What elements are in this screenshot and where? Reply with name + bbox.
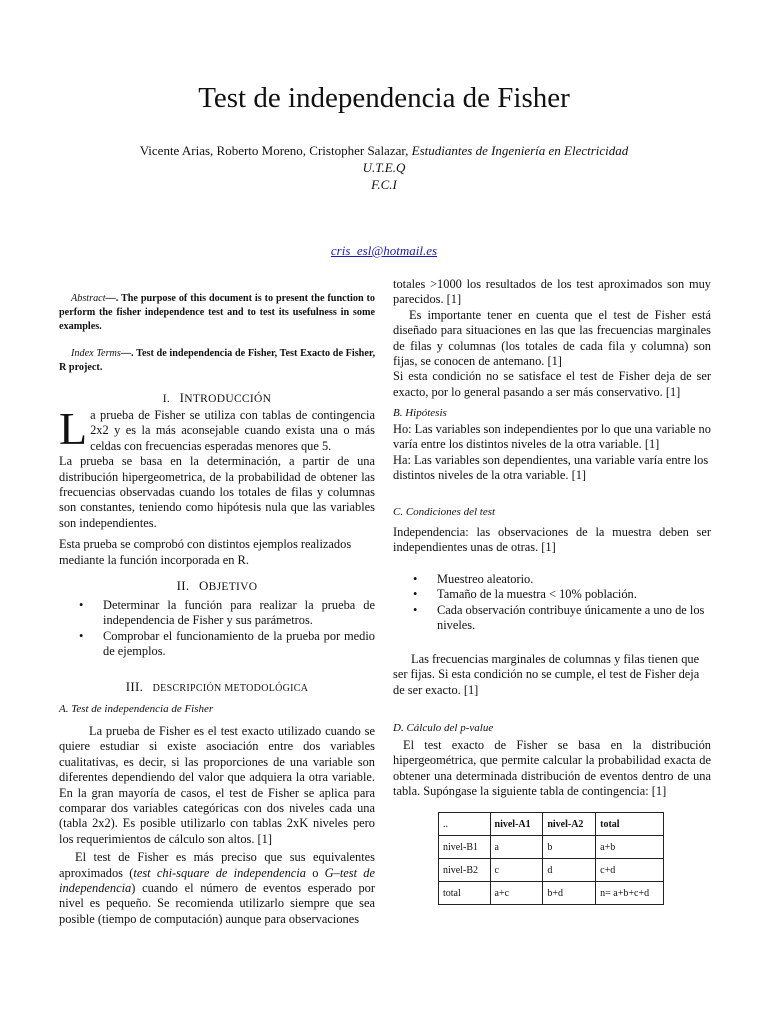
subheading-c: C. Condiciones del test <box>393 506 496 518</box>
table-header-cell: nivel-A1 <box>490 813 543 836</box>
institution: U.T.E.Q <box>362 160 406 175</box>
author-block <box>0 142 768 193</box>
section-title-rest: NTRODUCCIÓN <box>184 393 272 405</box>
table-cell: c+d <box>596 859 664 882</box>
subheading-b: B. Hipótesis <box>393 407 447 419</box>
section-first-letter: I <box>179 390 185 405</box>
list-item: • Cada observación contribuye únicamente a uno de los niveles. <box>437 603 711 634</box>
section-number: I. <box>162 393 171 405</box>
abstract-label: Abstract <box>71 293 106 304</box>
list-item: • Determinar la función para realizar la prueba de independencia de Fisher y sus parámetros. <box>103 598 375 629</box>
intro-paragraph-1: La prueba de Fisher se utiliza con tablas de contingencia 2x2 y es la más aconsejable cuando exista una o más celdas con frecuencias esperadas menores que 5. <box>59 403 375 454</box>
table-header-cell: total <box>596 813 664 836</box>
section-heading-objetivo <box>59 578 375 595</box>
section-heading-metodologia <box>59 679 375 696</box>
index-terms <box>59 347 375 375</box>
list-item: • Tamaño de la muestra < 10% población. <box>437 587 711 602</box>
table-row <box>439 836 664 859</box>
metodo-paragraph-1: La prueba de Fisher es el test exacto utilizado cuando se quiere estudiar si existe asociación entre dos variables cualitativas, es decir, si las proporciones de una variable son diferentes dependiendo del valor que adquiera la otra variable. En la gran mayoría de casos, el test de Fisher se aplica para comparar dos variables categóricas con dos niveles cada una (tabla 2x2). Es posible utilizarlo con tablas 2xK niveles pero los requerimientos de cálculo son altos. [1] <box>59 724 375 846</box>
table-row <box>439 813 664 836</box>
index-terms-text: —. Test de independencia de Fisher, Test Exacto de Fisher, R project. <box>59 348 375 373</box>
drop-cap: L <box>59 403 88 454</box>
table-cell: .. <box>439 813 491 836</box>
section-number: II. <box>176 578 190 593</box>
pvalue-paragraph: El test exacto de Fisher se basa en la distribución hipergeométrica, que permite calcular la probabilidad exacta de obtener una determinada distribución de eventos dentro de una tabla. Supóngase la siguiente tabla de contingencia: [1] <box>393 738 711 799</box>
paragraph-totales: totales >1000 los resultados de los test aproximados son muy parecidos. [1] <box>393 277 711 307</box>
metodo-paragraph-2: El test de Fisher es más preciso que sus equivalentes aproximados (test chi-square de independencia o G–test de independencia) cuando el número de eventos esperado por nivel es pequeño. Se recomienda utilizarlo siempre que sea posible (tiempo de computación) aunque para observaciones <box>59 850 375 926</box>
section-title: DESCRIPCIÓN METODOLÓGICA <box>152 683 309 694</box>
table-cell: nivel-B1 <box>439 836 491 859</box>
paper-title: Test de independencia de Fisher <box>198 82 570 114</box>
table-cell: d <box>543 859 596 882</box>
index-terms-label: Index Terms <box>71 348 121 359</box>
right-body-top <box>393 277 711 400</box>
alt-hypothesis: Ha: Las variables son dependientes, una variable varía entre los distintos niveles de la otra variable. [1] <box>393 452 709 483</box>
abstract-text: —. The purpose of this document is to present the function to perform the fisher independence test and to test its usefulness in some examples. <box>59 293 375 332</box>
table-cell: nivel-B2 <box>439 859 491 882</box>
list-item: • Comprobar el funcionamiento de la prueba por medio de ejemplos. <box>103 629 375 660</box>
condiciones-list <box>393 572 711 634</box>
author-email-link[interactable]: cris_esl@hotmail.es <box>330 243 438 258</box>
table-cell: a <box>490 836 543 859</box>
section-number: III. <box>125 679 144 694</box>
objetivo-list <box>59 598 375 660</box>
null-hypothesis: Ho: Las variables son independientes por lo que una variable no varía entre los distintos niveles de la otra variable. [1] <box>393 422 711 452</box>
metodologia-body <box>59 724 375 927</box>
author-role: Estudiantes de Ingeniería en Electricidad <box>411 143 629 158</box>
paragraph-condicion: Si esta condición no se satisface el test de Fisher deja de ser exacto, por lo general pasando a ser más conservativo. [1] <box>393 369 711 399</box>
hipotesis-body <box>393 422 711 484</box>
intro-paragraph-3: Esta prueba se comprobó con distintos ejemplos realizados mediante la función incorporada en R. <box>59 537 352 567</box>
table-cell: total <box>439 882 491 905</box>
section-title-rest: BJETIVO <box>208 581 258 593</box>
table-header-cell: nivel-A2 <box>543 813 596 836</box>
table-row <box>439 859 664 882</box>
author-names: Vicente Arias, Roberto Moreno, Cristopher Salazar, <box>139 143 409 158</box>
introduccion-body <box>59 403 375 568</box>
table-cell: b+d <box>543 882 596 905</box>
section-first-letter: O <box>198 578 209 593</box>
table-cell: b <box>543 836 596 859</box>
table-cell: a+c <box>490 882 543 905</box>
intro-paragraph-2: La prueba se basa en la determinación, a partir de una distribución hipergeometrica, de la probabilidad de obtener las frecuencias observadas cuando los totales de filas y columnas son constantes, teniendo como hipótesis nula que las variables son independientes. <box>59 454 375 530</box>
subheading-d: D. Cálculo del p-value <box>393 722 494 734</box>
independencia-paragraph: Independencia: las observaciones de la muestra deben ser independientes unas de otras. [1] <box>393 525 711 555</box>
marginales-paragraph: Las frecuencias marginales de columnas y filas tienen que ser fijas. Si esta condición no se cumple, el test de Fisher deja de ser exacto. [1] <box>393 652 700 697</box>
list-item: • Muestreo aleatorio. <box>437 572 711 587</box>
section-heading-introduccion <box>59 390 375 407</box>
subheading-a: A. Test de independencia de Fisher <box>59 703 214 715</box>
table-row <box>439 882 664 905</box>
paragraph-importante: Es importante tener en cuenta que el test de Fisher está diseñado para situaciones en las que las frecuencias marginales de filas y columnas (los totales de cada fila y columna) son fijas, se conocen de antemano. [1] <box>393 307 711 369</box>
table-cell: c <box>490 859 543 882</box>
table-cell: a+b <box>596 836 664 859</box>
table-cell: n= a+b+c+d <box>596 882 664 905</box>
contingency-table <box>438 812 664 905</box>
abstract <box>59 292 375 334</box>
faculty: F.C.I <box>371 177 397 192</box>
